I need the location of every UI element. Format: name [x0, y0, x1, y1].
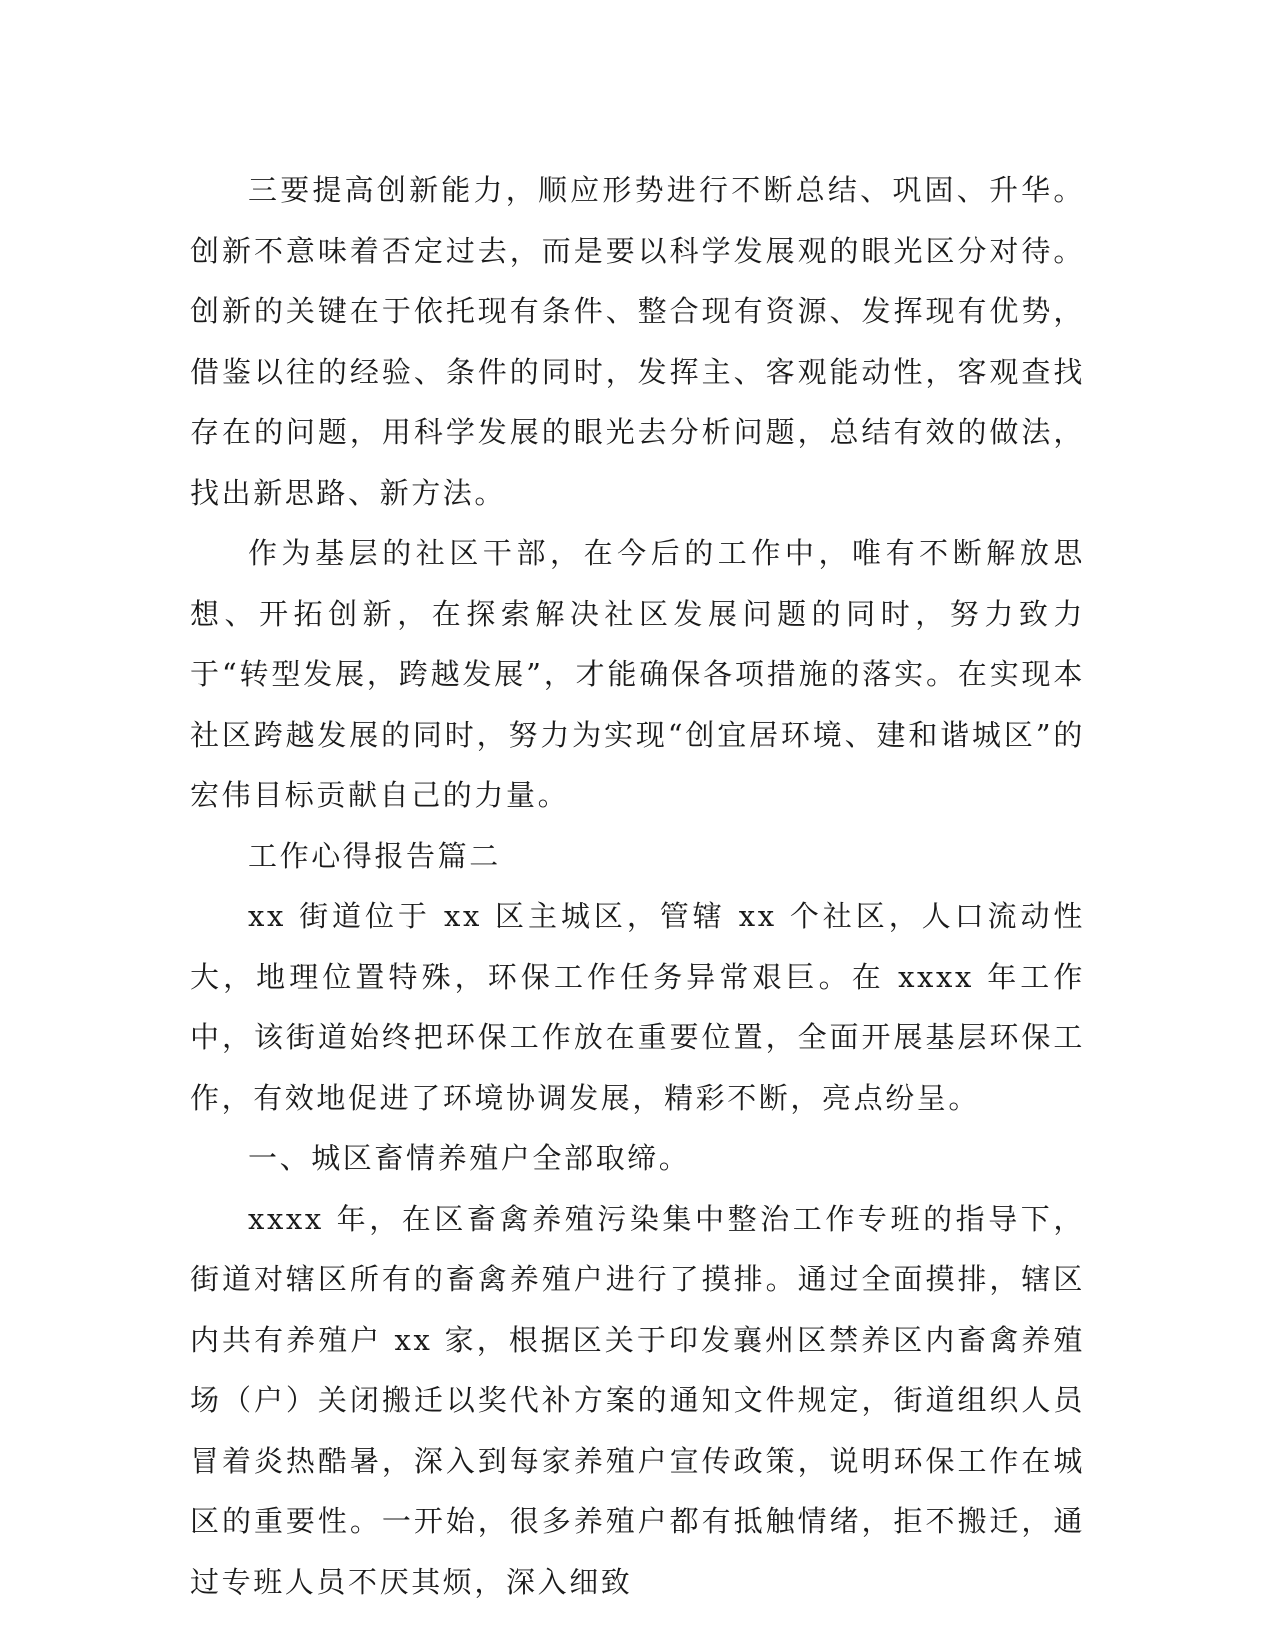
paragraph-street-overview: xx 街道位于 xx 区主城区，管辖 xx 个社区，人口流动性大，地理位置特殊，环保工作任务异常艰巨。在 xxxx 年工作中，该街道始终把环保工作放在重要位置，全面开展基层环保工作，有效地促进了环境协调发展，精彩不断，亮点纷呈。: [190, 899, 1085, 1115]
paragraph-innovation: 三要提高创新能力，顺应形势进行不断总结、巩固、升华。创新不意味着否定过去，而是要以科学发展观的眼光区分对待。创新的关键在于依托现有条件、整合现有资源、发挥现有优势，借鉴以往的经验、条件的同时，发挥主、客观能动性，客观查找存在的问题，用科学发展的眼光去分析问题，总结有效的做法，找出新思路、新方法。: [190, 173, 1085, 510]
subheading-livestock-ban: 一、城区畜情养殖户全部取缔。: [248, 1141, 691, 1175]
document-body: [190, 160, 1085, 1612]
paragraph-community-cadre: 作为基层的社区干部，在今后的工作中，唯有不断解放思想、开拓创新，在探索解决社区发展问题的同时，努力致力于“转型发展，跨越发展”，才能确保各项措施的落实。在实现本社区跨越发展的同时，努力为实现“创宜居环境、建和谐城区”的宏伟目标贡献自己的力量。: [190, 536, 1085, 812]
paragraph-livestock-rectification: xxxx 年，在区畜禽养殖污染集中整治工作专班的指导下，街道对辖区所有的畜禽养殖户进行了摸排。通过全面摸排，辖区内共有养殖户 xx 家，根据区关于印发襄州区禁养区内畜禽养殖场（户）关闭搬迁以奖代补方案的通知文件规定，街道组织人员冒着炎热酷暑，深入到每家养殖户宣传政策，说明环保工作在城区的重要性。一开始，很多养殖户都有抵触情绪，拒不搬迁，通过专班人员不厌其烦，深入细致: [190, 1201, 1085, 1599]
section-heading: 工作心得报告篇二: [248, 838, 501, 873]
